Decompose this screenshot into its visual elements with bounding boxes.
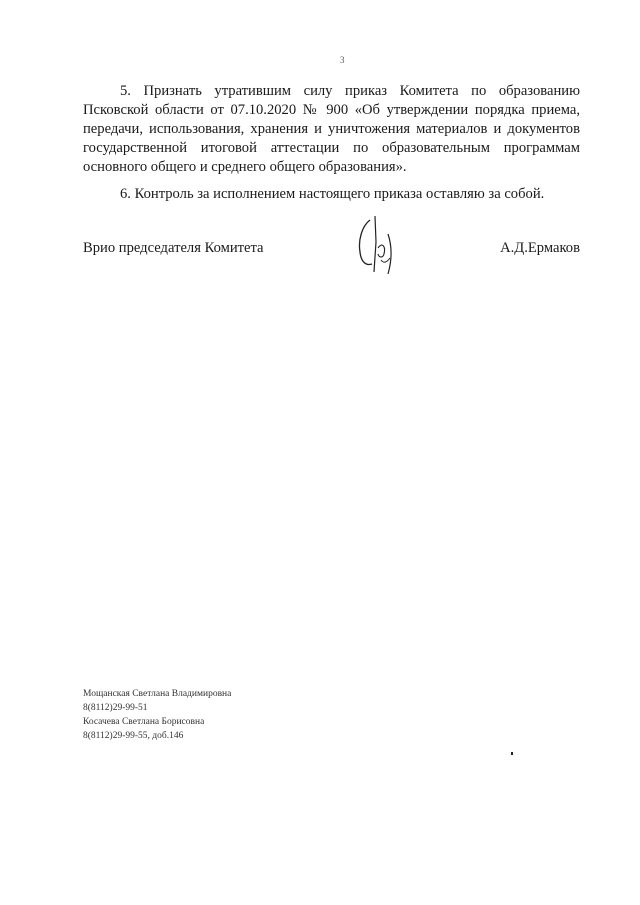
page-number: 3 — [340, 55, 345, 65]
contact-phone: 8(8112)29-99-55, доб.146 — [83, 731, 184, 741]
paragraph-5-line: передачи, использования, хранения и уничтожения материалов и документов — [83, 121, 580, 137]
paragraph-5-line: основного общего и среднего общего образования». — [83, 159, 407, 175]
paragraph-5 — [83, 82, 580, 177]
scan-speck — [511, 752, 513, 755]
handwritten-signature-icon — [348, 212, 408, 282]
paragraph-6-line: 6. Контроль за исполнением настоящего приказа оставляю за собой. — [120, 186, 545, 202]
contact-name: Косачева Светлана Борисовна — [83, 717, 205, 727]
contact-name: Мощанская Светлана Владимировна — [83, 689, 232, 699]
signatory-title: Врио председателя Комитета — [83, 240, 264, 256]
paragraph-5-line: государственной итоговой аттестации по образовательным программам — [83, 140, 580, 156]
signatory-name: А.Д.Ермаков — [500, 240, 580, 256]
paragraph-5-line: Псковской области от 07.10.2020 № 900 «Об утверждении порядка приема, — [83, 102, 580, 118]
signature-block — [83, 240, 580, 300]
paragraph-5-line: 5. Признать утратившим силу приказ Комитета по образованию — [120, 83, 580, 99]
paragraph-6 — [83, 185, 580, 204]
contact-phone: 8(8112)29-99-51 — [83, 703, 148, 713]
contacts-block — [83, 687, 231, 743]
